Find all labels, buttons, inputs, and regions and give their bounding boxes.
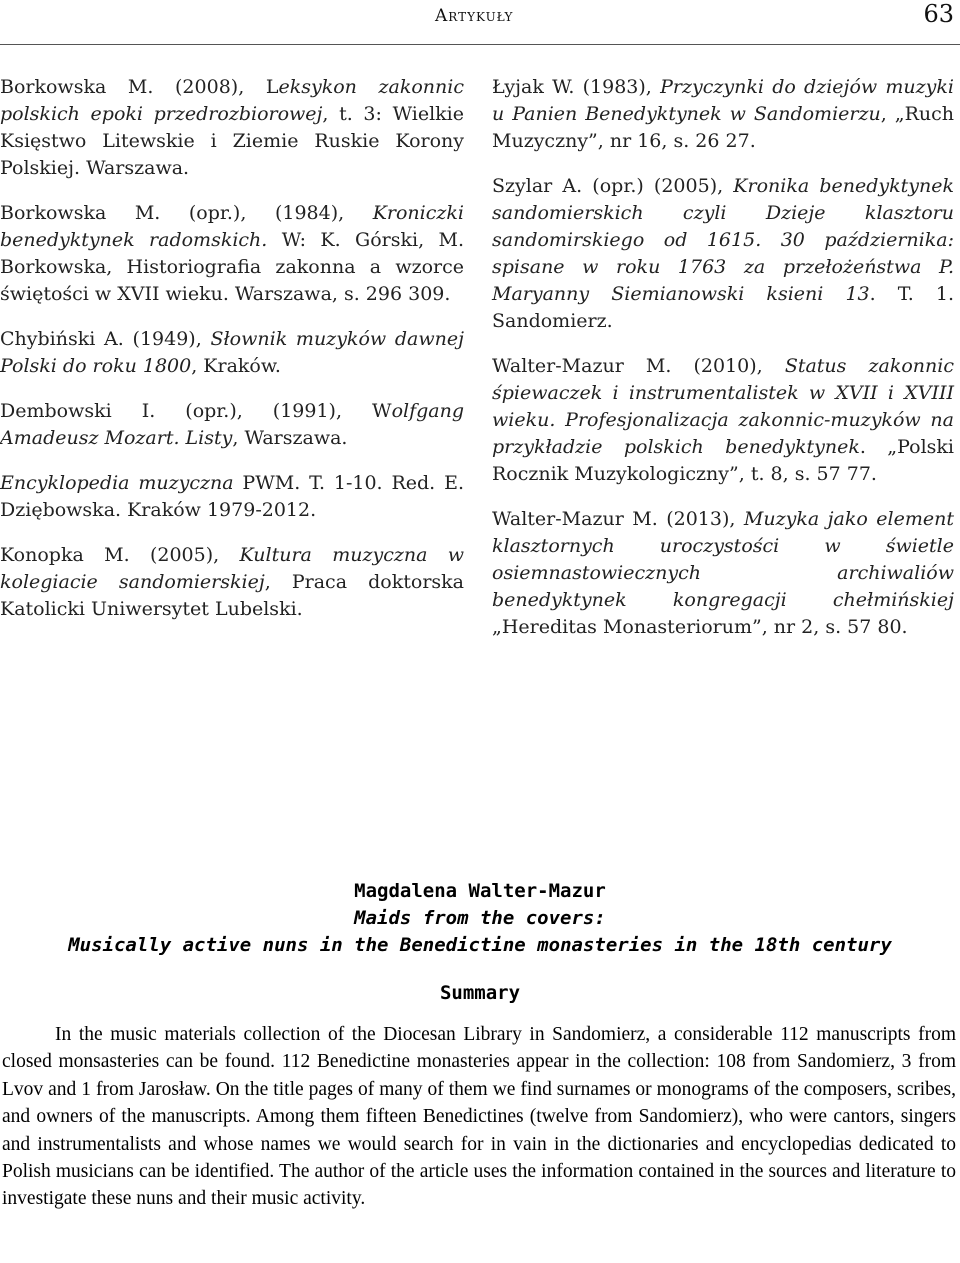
entry-details: , Kraków.	[191, 355, 281, 377]
bibliography-right-column	[492, 74, 954, 659]
entry-details: „Hereditas Monasteriorum”, nr 2, s. 57 80.	[492, 616, 908, 638]
entry-title: Kronika benedyktynek sandomierskich czyli Dzieje klasztoru sandomirskiego od 1615. 30 października: spisane w roku 1763 za przełożeństwa P. Maryanny Siemianowski ksieni 13	[492, 175, 954, 305]
entry-details: , t. 3: Wielkie Księstwo Litewskie i Ziemie Ruskie Korony Polskiej. Warszawa.	[0, 103, 464, 179]
entry-details: . „Polski Rocznik Muzykologiczny”, t. 8, s. 57 77.	[492, 436, 954, 485]
bibliography-entry	[0, 200, 464, 308]
entry-details: , Praca doktorska Katolicki Uniwersytet Lubelski.	[0, 571, 464, 620]
entry-author-year: Łyjak W. (1983),	[492, 76, 661, 98]
entry-title: Słownik muzyków dawnej Polski do roku 1800	[0, 328, 464, 377]
bibliography-left-column	[0, 74, 464, 641]
entry-author-year: Borkowska M. (opr.), (1984),	[0, 202, 373, 224]
summary-section	[0, 878, 960, 1213]
entry-title: Przyczynki do dziejów muzyki u Panien Benedyktynek w Sandomierzu	[492, 76, 954, 125]
entry-author-year: Borkowska M. (2008), L	[0, 76, 279, 98]
entry-title: Muzyka jako element klasztornych uroczystości w świetle osiemnastowiecznych archiwaliów benedyktynek kongregacji chełmińskiej	[492, 508, 954, 611]
entry-author-year: Dembowski I. (opr.), (1991), W	[0, 400, 392, 422]
entry-author-year: Szylar A. (opr.) (2005),	[492, 175, 734, 197]
entry-details: . T. 1. Sandomierz.	[492, 283, 954, 332]
bibliography-entry	[492, 173, 954, 335]
entry-title: eksykon zakonnic polskich epoki przedrozbiorowej	[0, 76, 464, 125]
bibliography-entry	[492, 506, 954, 641]
entry-details: , Warszawa.	[232, 427, 348, 449]
summary-heading: Summary	[439, 982, 521, 1004]
bibliography-entry	[492, 74, 954, 155]
bibliography-entry	[0, 542, 464, 623]
entry-author-year: Konopka M. (2005),	[0, 544, 240, 566]
summary-title-line-1: Maids from the covers:	[354, 907, 606, 929]
bibliography-entry	[0, 326, 464, 380]
summary-paragraph: In the music materials collection of the Diocesan Library in Sandomierz, a considerable 112 manuscripts from closed monsasteries can be found. 112 Benedictine monasteries appear in the collection: 108 from Sandomierz, 3 from Lvov and 1 from Jarosław. On the title pages of many of them we find surnames or monograms of the composers, scribes, and owners of the manuscripts. Among them fifteen Benedictines (twelve from Sandomierz), who were cantors, singers and instrumentalists and whose names we would search for in vain in the dictionaries and encyclopedias dedicated to Polish musicians can be identified. The author of the article uses the information contained in the sources and literature to investigate these nuns and their music activity.	[2, 1024, 956, 1210]
entry-details: W: K. Górski, M. Borkowska, Historiografia zakonna a wzorce świętości w XVII wieku. Warszawa, s. 296 309.	[0, 229, 464, 305]
bibliography-entry	[0, 74, 464, 182]
bibliography-entry	[0, 470, 464, 524]
bibliography-entry	[0, 398, 464, 452]
bibliography-entry	[492, 353, 954, 488]
entry-title: Kroniczki benedyktynek radomskich.	[0, 202, 464, 251]
page-number: 63	[923, 0, 954, 28]
entry-author-year: Walter-Mazur M. (2013),	[492, 508, 744, 530]
running-header-section: Artykuły	[435, 6, 514, 26]
entry-details: PWM. T. 1-10. Red. E. Dziębowska. Kraków 1979-2012.	[0, 472, 464, 521]
entry-details: , „Ruch Muzyczny”, nr 16, s. 26 27.	[492, 103, 955, 152]
entry-title: Kultura muzyczna w kolegiacie sandomierskiej	[0, 544, 464, 593]
header-divider	[0, 44, 960, 45]
summary-author: Magdalena Walter-Mazur	[354, 880, 606, 902]
entry-title: olfgang Amadeusz Mozart. Listy	[0, 400, 464, 449]
entry-author-year: Chybiński A. (1949),	[0, 328, 211, 350]
entry-author-year: Walter-Mazur M. (2010),	[492, 355, 785, 377]
entry-title: Status zakonnic śpiewaczek i instrumentalistek w XVII i XVIII wieku. Profesjonalizacja zakonnic-muzyków na przykładzie polskich benedyktynek	[492, 355, 955, 458]
entry-title: Encyklopedia muzyczna	[0, 472, 234, 494]
summary-title-line-2: Musically active nuns in the Benedictine monasteries in the 18th century	[68, 934, 892, 956]
